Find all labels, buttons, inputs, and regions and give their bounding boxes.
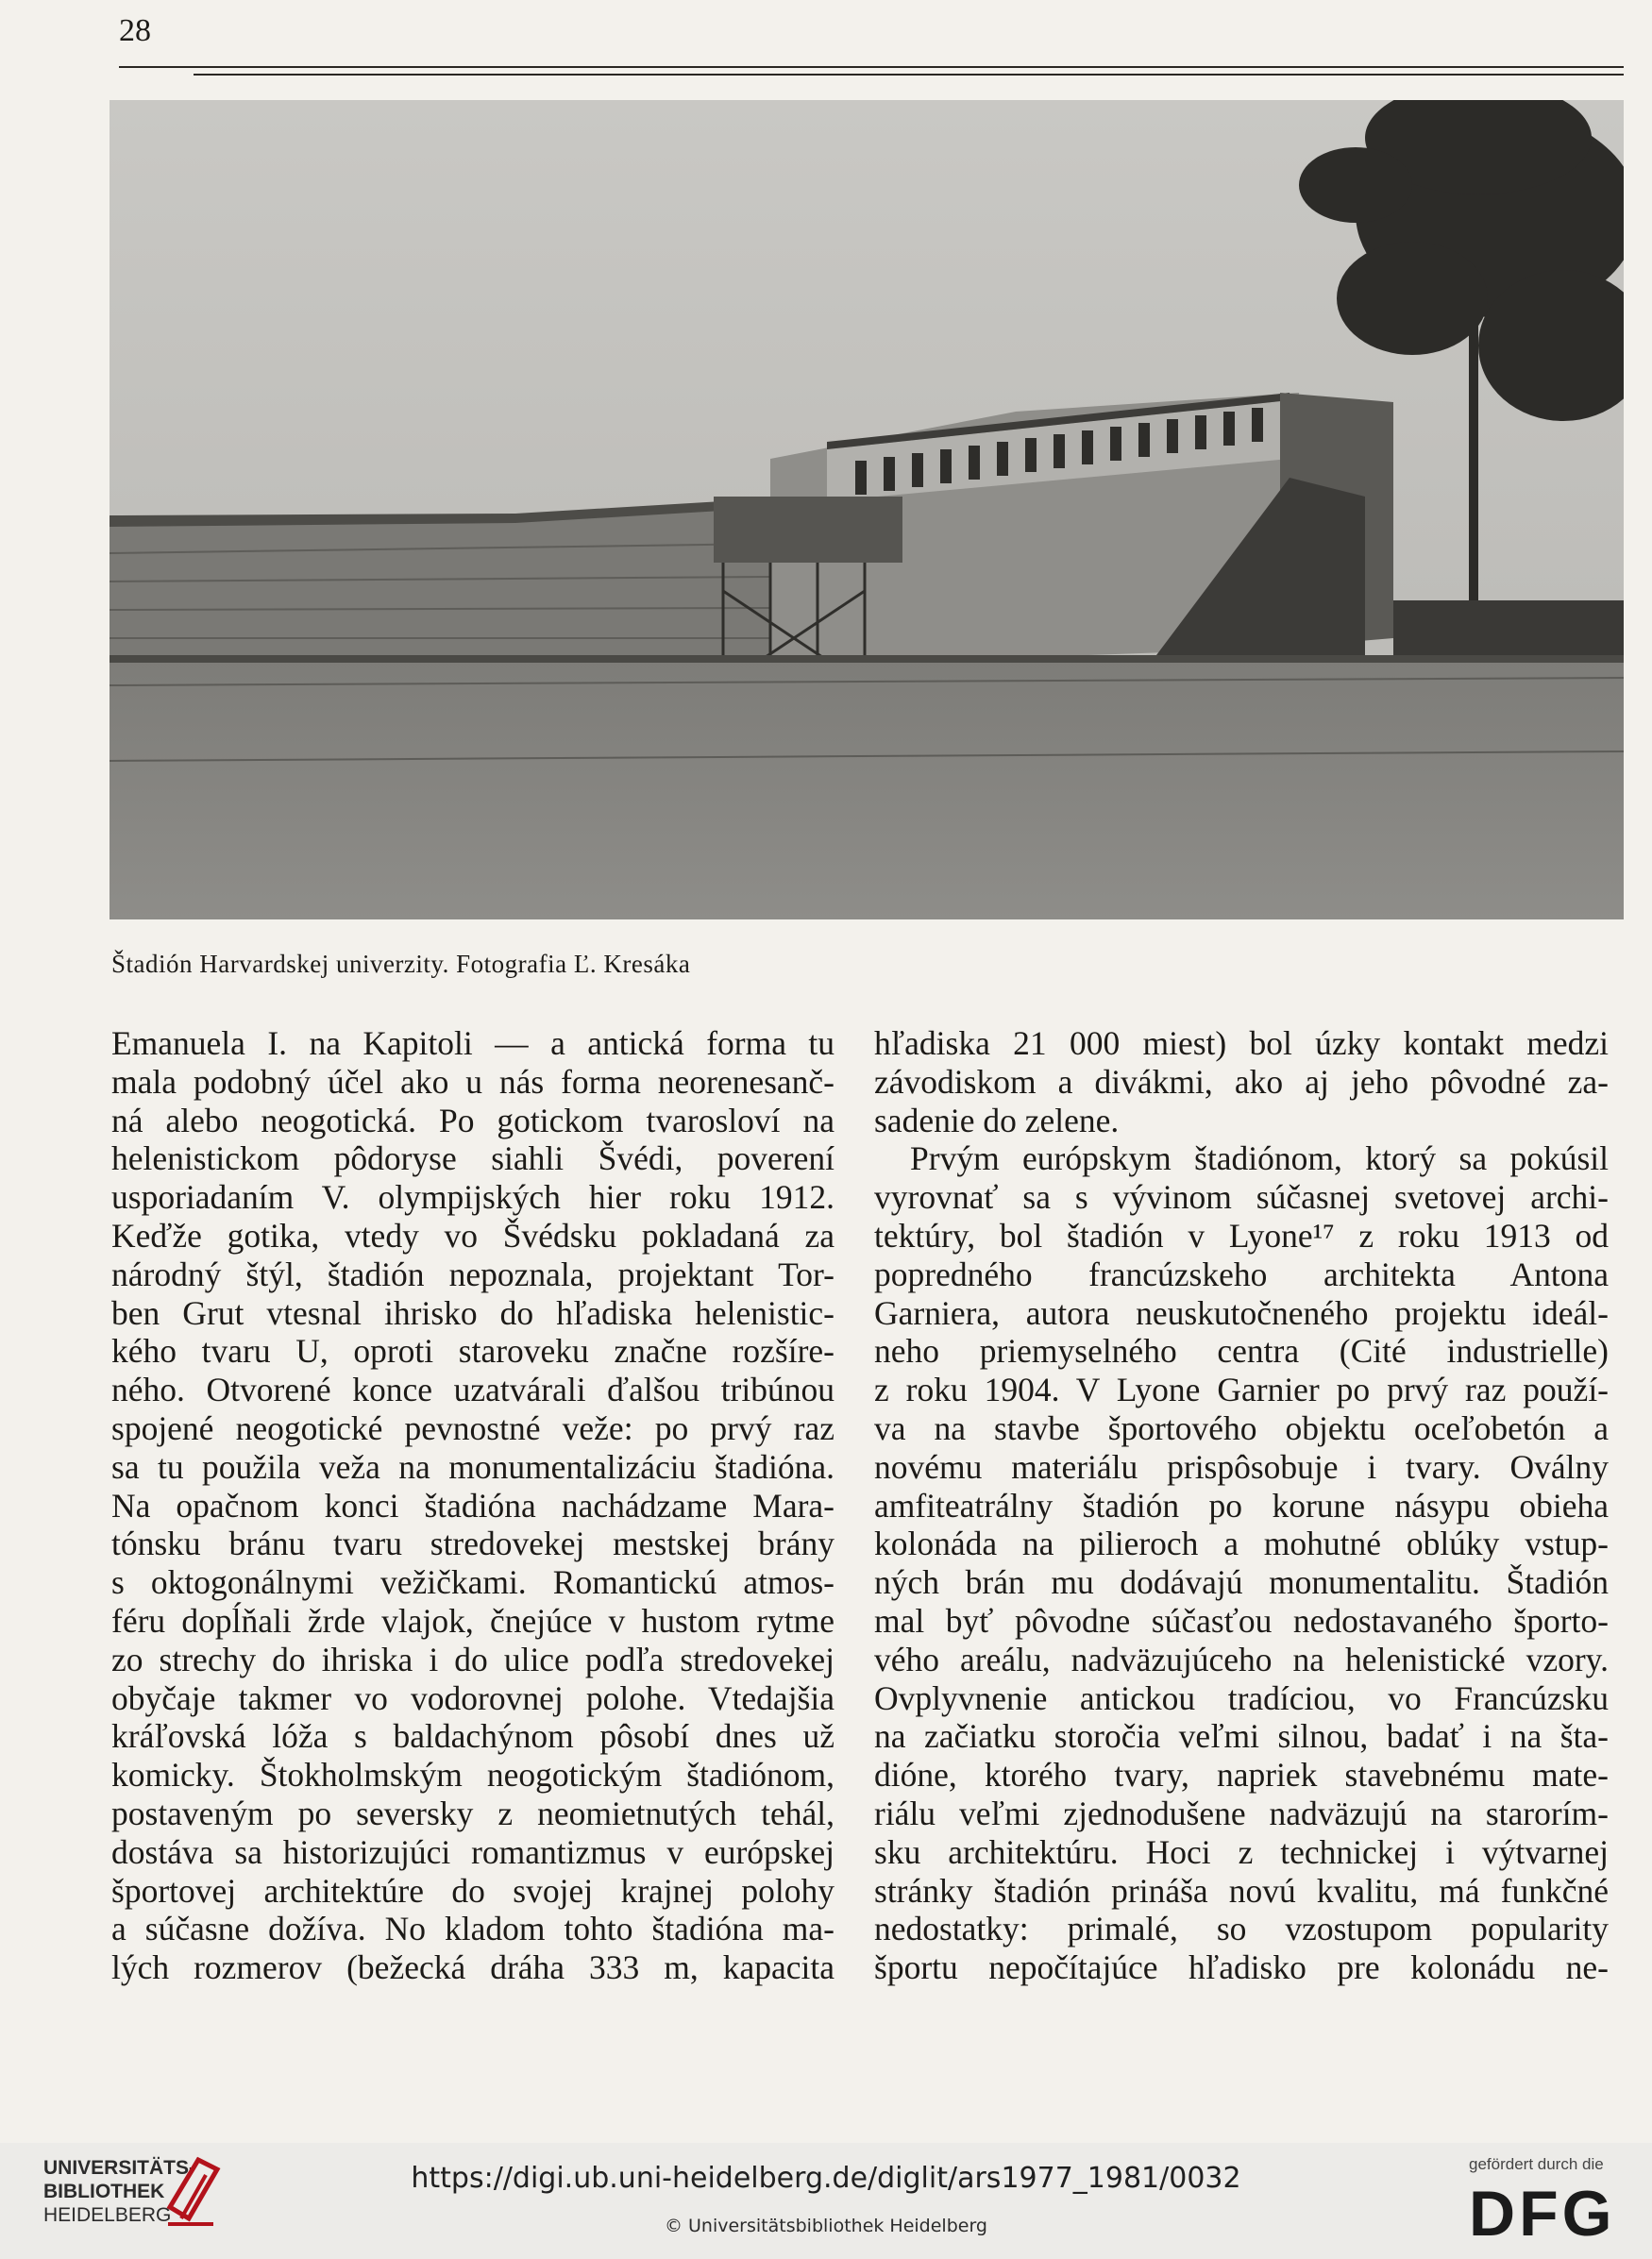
library-name-line: HEIDELBERG — [43, 2204, 172, 2226]
text-line: vyrovnať sa s vývinom súčasnej svetovej archi- — [874, 1178, 1609, 1217]
text-line: usporiadaním V. olympijských hier roku 1912. — [111, 1178, 834, 1217]
text-line: národný štýl, štadión nepoznala, projektant Tor- — [111, 1255, 834, 1293]
text-line: amfiteatrálny štadión po korune násypu obieha — [874, 1486, 1609, 1525]
text-line: s oktogonálnymi vežičkami. Romantickú atmos- — [111, 1563, 834, 1602]
text-line: Na opačnom konci štadióna nachádzame Mara- — [111, 1486, 834, 1525]
text-line: Garniera, autora neuskutočneného projektu ideál- — [874, 1293, 1609, 1332]
text-line: ná alebo neogotická. Po gotickom tvarosloví na — [111, 1101, 834, 1139]
dfg-logo[interactable]: DFG — [1469, 2178, 1616, 2250]
text-line: féru dopĺňali žrde vlajok, čnejúce v hustom rytme — [111, 1601, 834, 1640]
text-line: kolonáda na pilieroch a mohutné oblúky vstup- — [874, 1525, 1609, 1563]
text-line: športu nepočítajúce hľadisko pre kolonádu ne- — [874, 1948, 1609, 1987]
photo-caption: Štadión Harvardskej univerzity. Fotografia Ľ. Kresáka — [111, 950, 691, 978]
text-line: Keďže gotika, vtedy vo Švédsku pokladaná za — [111, 1216, 834, 1255]
text-line: z roku 1904. V Lyone Garnier po prvý raz použí- — [874, 1371, 1609, 1409]
text-line: sadenie do zelene. — [874, 1101, 1120, 1139]
text-line: kého tvaru U, oproti staroveku značne rozšíre- — [111, 1332, 834, 1371]
text-line: Prvým európskym štadiónom, ktorý sa pokúsil — [910, 1139, 1609, 1178]
text-line: stránky štadión prináša novú kvalitu, má funkčné — [874, 1871, 1609, 1910]
text-line: dostáva sa historizujúci romantizmus v európskej — [111, 1832, 834, 1871]
text-line: mala podobný účel ako u nás forma neorenesanč- — [111, 1062, 834, 1101]
text-line: na začiatku storočia veľmi silnou, badať i na šta- — [874, 1717, 1609, 1756]
page-number: 28 — [119, 13, 151, 48]
text-line: vého areálu, nadväzujúceho na helenistické vzory. — [874, 1640, 1609, 1678]
text-line: novému materiálu prispôsobuje i tvary. Oválny — [874, 1447, 1609, 1486]
text-line: mal byť pôvodne súčasťou nedostavaného športo- — [874, 1601, 1609, 1640]
text-line: Emanuela I. na Kapitoli — a antická forma tu — [111, 1024, 834, 1062]
text-line: postaveným po seversky z neomietnutých tehál, — [111, 1794, 834, 1832]
left-text-column — [111, 1024, 834, 1987]
text-line: komicky. Štokholmským neogotickým štadiónom, — [111, 1756, 834, 1795]
text-line: a súčasne dožíva. No kladom tohto štadióna ma- — [111, 1910, 834, 1948]
right-text-column — [874, 1024, 1609, 1987]
text-line: hľadiska 21 000 miest) bol úzky kontakt medzi — [874, 1024, 1609, 1062]
text-line: kráľovská lóža s baldachýnom pôsobí dnes už — [111, 1717, 834, 1756]
text-line: ben Grut vtesnal ihrisko do hľadiska helenistic- — [111, 1293, 834, 1332]
footer-bar — [0, 2143, 1652, 2259]
text-line: tónsku bránu tvaru stredovekej mestskej brány — [111, 1525, 834, 1563]
text-line: športovej architektúre do svojej krajnej polohy — [111, 1871, 834, 1910]
permalink-url[interactable]: https://digi.ub.uni-heidelberg.de/diglit/ars1977_1981/0032 — [411, 2162, 1241, 2195]
funding-label: gefördert durch die — [1469, 2155, 1604, 2173]
text-line: neho priemyselného centra (Cité industrielle) — [874, 1332, 1609, 1371]
text-line: helenistickom pôdoryse siahli Švédi, poverení — [111, 1139, 834, 1178]
text-line: lých rozmerov (bežecká dráha 333 m, kapacita — [111, 1948, 834, 1987]
copyright-notice: © Universitätsbibliothek Heidelberg — [664, 2216, 987, 2236]
text-line: dióne, ktorého tvary, napriek stavebnému mate- — [874, 1756, 1609, 1795]
text-line: tektúry, bol štadión v Lyone¹⁷ z roku 1913 od — [874, 1216, 1609, 1255]
text-line: obyčaje takmer vo vodorovnej polohe. Vtedajšia — [111, 1678, 834, 1717]
stadium-photograph — [110, 100, 1624, 919]
library-name-line: BIBLIOTHEK — [43, 2181, 165, 2202]
text-line: zo strechy do ihriska i do ulice podľa stredovekej — [111, 1640, 834, 1678]
text-line: riálu veľmi zjednodušene nadväzujú na starorím- — [874, 1794, 1609, 1832]
text-line: spojené neogotické pevnostné veže: po prvý raz — [111, 1408, 834, 1447]
text-line: ného. Otvorené konce uzatvárali ďalšou tribúnou — [111, 1371, 834, 1409]
text-line: popredného francúzskeho architekta Antona — [874, 1255, 1609, 1293]
text-line: sa tu použila veža na monumentalizáciu štadióna. — [111, 1447, 834, 1486]
text-line: va na stavbe športového objektu oceľobetón a — [874, 1408, 1609, 1447]
text-line: závodiskom a divákmi, ako aj jeho pôvodné za- — [874, 1062, 1609, 1101]
text-line: ných brán mu dodávajú monumentalitu. Štadión — [874, 1563, 1609, 1602]
header-rule — [119, 66, 1624, 68]
text-line: sku architektúru. Hoci z technickej i výtvarnej — [874, 1832, 1609, 1871]
header-rule-secondary — [194, 74, 1624, 76]
text-line: Ovplyvnenie antickou tradíciou, vo Francúzsku — [874, 1678, 1609, 1717]
text-line: nedostatky: primalé, so vzostupom popularity — [874, 1910, 1609, 1948]
library-name-line: UNIVERSITÄTS- — [43, 2157, 196, 2179]
